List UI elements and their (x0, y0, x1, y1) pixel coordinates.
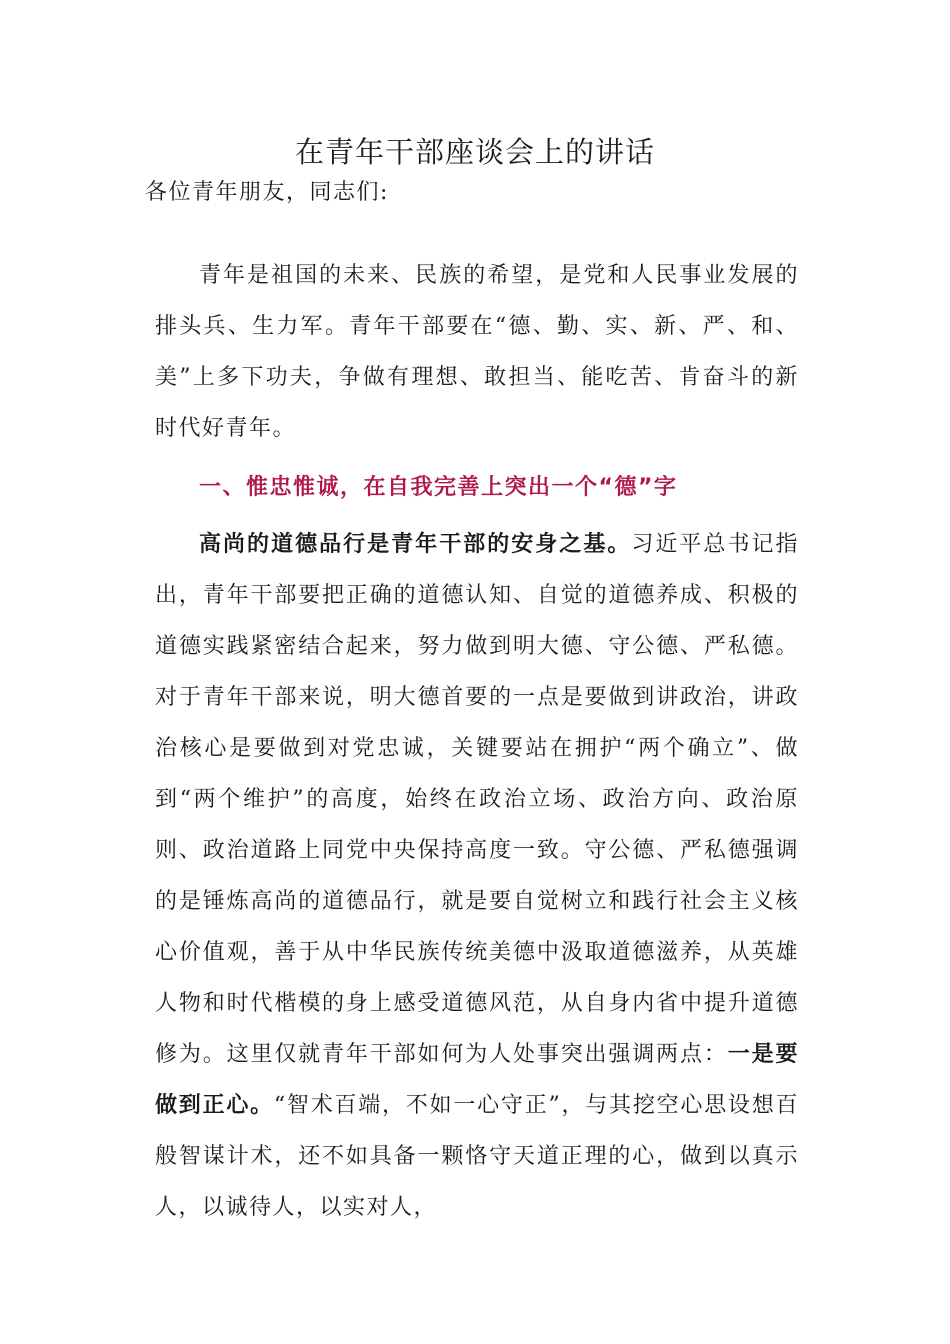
document-body (155, 250, 799, 1233)
section-paragraph (155, 519, 799, 1233)
paragraph-text: 习近平总书记指出，青年干部要把正确的道德认知、自觉的道德养成、积极的道德实践紧密结合起来，努力做到明大德、守公德、严私德。对于青年干部来说，明大德首要的一点是要做到讲政治，讲政治核心是要做到对党忠诚，关键要站在拥护“两个确立”、做到“两个维护”的高度，始终在政治立场、政治方向、政治原则、政治道路上同党中央保持高度一致。守公德、严私德强调的是锤炼高尚的道德品行，就是要自觉树立和践行社会主义核心价值观，善于从中华民族传统美德中汲取道德滋养，从英雄人物和时代楷模的身上感受道德风范，从自身内省中提升道德修为。这里仅就青年干部如何为人处事突出强调两点： (155, 532, 799, 1067)
paragraph-text-continued: “智术百端，不如一心守正”，与其挖空心思设想百般智谋计术，还不如具备一颗恪守天道正理的心，做到以真示人，以诚待人，以实对人， (155, 1093, 799, 1220)
intro-paragraph: 青年是祖国的未来、民族的希望，是党和人民事业发展的排头兵、生力军。青年干部要在“德、勤、实、新、严、和、美”上多下功夫，争做有理想、敢担当、能吃苦、肯奋斗的新时代好青年。 (155, 263, 799, 441)
document-title: 在青年干部座谈会上的讲话 (294, 135, 655, 169)
lead-sentence: 高尚的道德品行是青年干部的安身之基。 (199, 532, 632, 557)
point-one-label: 一是要做到正心。 (155, 1042, 799, 1118)
salutation: 各位青年朋友，同志们: (145, 180, 389, 205)
section-heading: 一、惟忠惟诚，在自我完善上突出一个“德”字 (199, 475, 678, 500)
